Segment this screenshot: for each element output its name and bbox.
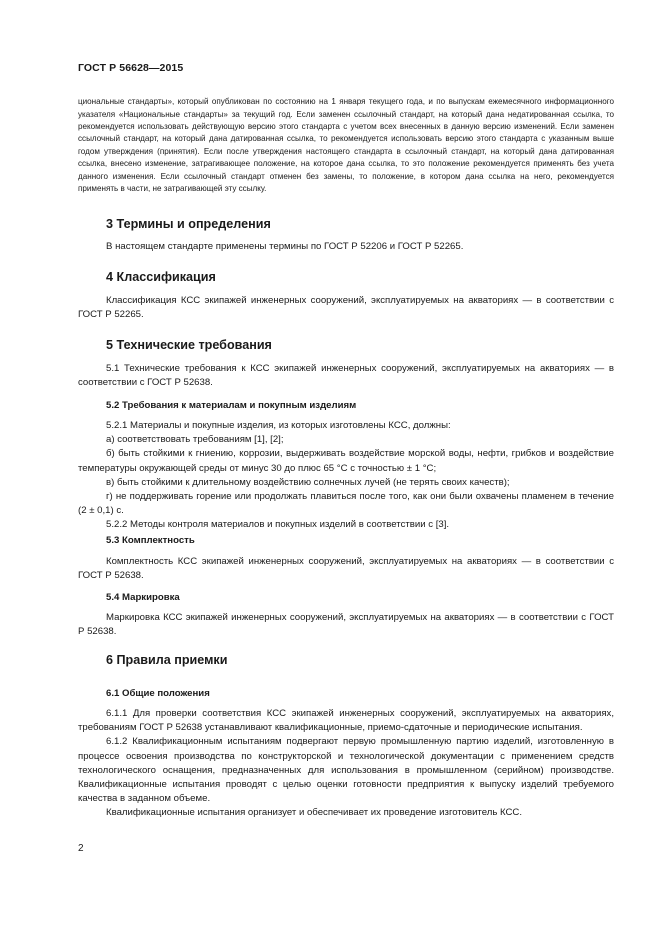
section-3-body <box>78 240 614 254</box>
section-5-3-body <box>78 555 614 583</box>
item-b: б) быть стойкими к гниению, коррозии, выдерживать воздействие морской воды, нефти, грибков и воздействие температуры окружающей среды от минус 30 до плюс 65 °С с точностью ± 1 °С; <box>78 448 614 474</box>
section-3-title: 3 Термины и определения <box>106 217 271 231</box>
s-6-1-title: 6.1 Общие положения <box>106 688 210 699</box>
section-5-2-heading <box>106 400 614 411</box>
p-5-2-1: 5.2.1 Материалы и покупные изделия, из которых изготовлены КСС, должны: <box>106 420 451 431</box>
section-4-title: 4 Классификация <box>106 270 216 284</box>
item-v: в) быть стойкими к длительному воздействию солнечных лучей (не терять своих качеств); <box>106 476 510 488</box>
section-5-3-heading <box>106 535 614 546</box>
section-3-text: В настоящем стандарте применены термины по ГОСТ Р 52206 и ГОСТ Р 52265. <box>106 241 464 252</box>
item-g: г) не поддерживать горение или продолжать плавиться после того, как они были охвачены пламенем в течение (2 ± 0,1) с. <box>78 491 614 517</box>
p-6-1-2b: Квалификационные испытания организует и обеспечивает их проведение изготовитель КСС. <box>106 807 523 819</box>
s-5-3-title: 5.3 Комплектность <box>106 535 195 546</box>
page-number: 2 <box>78 843 84 854</box>
s-5-2-title: 5.2 Требования к материалам и покупным изделиям <box>106 400 357 411</box>
section-6-1-heading <box>106 688 614 699</box>
section-6-title: 6 Правила приемки <box>106 653 228 667</box>
section-5-1 <box>78 362 614 390</box>
section-5-heading <box>106 338 614 352</box>
section-3-heading <box>106 217 614 231</box>
section-5-title: 5 Технические требования <box>106 338 272 352</box>
s-5-4-title: 5.4 Маркировка <box>106 592 180 603</box>
p-5-1: 5.1 Технические требования к КСС экипажей инженерных сооружений, эксплуатируемых на акваториях — в соответствии с ГОСТ Р 52638. <box>78 363 614 389</box>
p-6-1-1: 6.1.1 Для проверки соответствия КСС экипажей инженерных сооружений, эксплуатируемых на акваториях, требованиям ГОСТ Р 52638 устанавливают квалификационные, приемо-сдаточные и периодические испытания. <box>78 708 614 734</box>
section-4-heading <box>106 270 614 284</box>
section-4-text: Классификация КСС экипажей инженерных сооружений, эксплуатируемых на акваториях — в соответствии с ГОСТ Р 52265. <box>78 295 614 321</box>
p-5-2-2: 5.2.2 Методы контроля материалов и покупных изделий в соответствии с [3]. <box>106 519 450 531</box>
section-4-body <box>78 294 614 322</box>
section-5-4-heading <box>106 592 614 603</box>
p-6-1-2: 6.1.2 Квалификационным испытаниям подвергают первую промышленную партию изделий, изготовленную в процессе освоения производства по конструкторской и технологической документации с применением средств технологического оснащения, предназначенных для использования в промышленном (серийном) производстве. Квалификационные испытания проводят с целью оценки готовности предприятия к выпуску изделий требуемого качества в заданном объеме. <box>78 736 614 805</box>
section-6-1-body <box>78 707 614 821</box>
section-5-4-body <box>78 611 614 639</box>
section-5-2-body <box>78 419 614 533</box>
intro-text: циональные стандарты», который опубликован по состоянию на 1 января текущего года, и по выпускам ежемесячного информационного указателя «Национальные стандарты» за текущий год. Если заменен ссылочный стандарт, на который дана недатированная ссылка, то рекомендуется использовать действующую версию этого стандарта с учетом всех внесенных в данную версию изменений. Если заменен ссылочный стандарт, на который дана датированная ссылка, то рекомендуется использовать версию этого стандарта с указанным выше годом утверждения (принятия). Если после утверждения настоящего стандарта в ссылочный стандарт, на который дана датированная ссылка, внесено изменение, затрагивающее положение, на которое дана ссылка, то это положение рекомендуется применять без учета данного изменения. Если ссылочный стандарт отменен без замены, то положение, в котором дана ссылка на него, рекомендуется применять в части, не затрагивающей эту ссылку. <box>78 97 614 193</box>
document-header: ГОСТ Р 56628—2015 <box>78 62 184 74</box>
intro-paragraph <box>78 88 614 203</box>
section-6-heading <box>106 653 614 667</box>
p-5-4: Маркировка КСС экипажей инженерных сооружений, эксплуатируемых на акваториях — в соответствии с ГОСТ Р 52638. <box>78 612 614 638</box>
p-5-3: Комплектность КСС экипажей инженерных сооружений, эксплуатируемых на акваториях — в соответствии с ГОСТ Р 52638. <box>78 556 614 582</box>
item-a: а) соответствовать требованиям [1], [2]; <box>106 434 284 446</box>
